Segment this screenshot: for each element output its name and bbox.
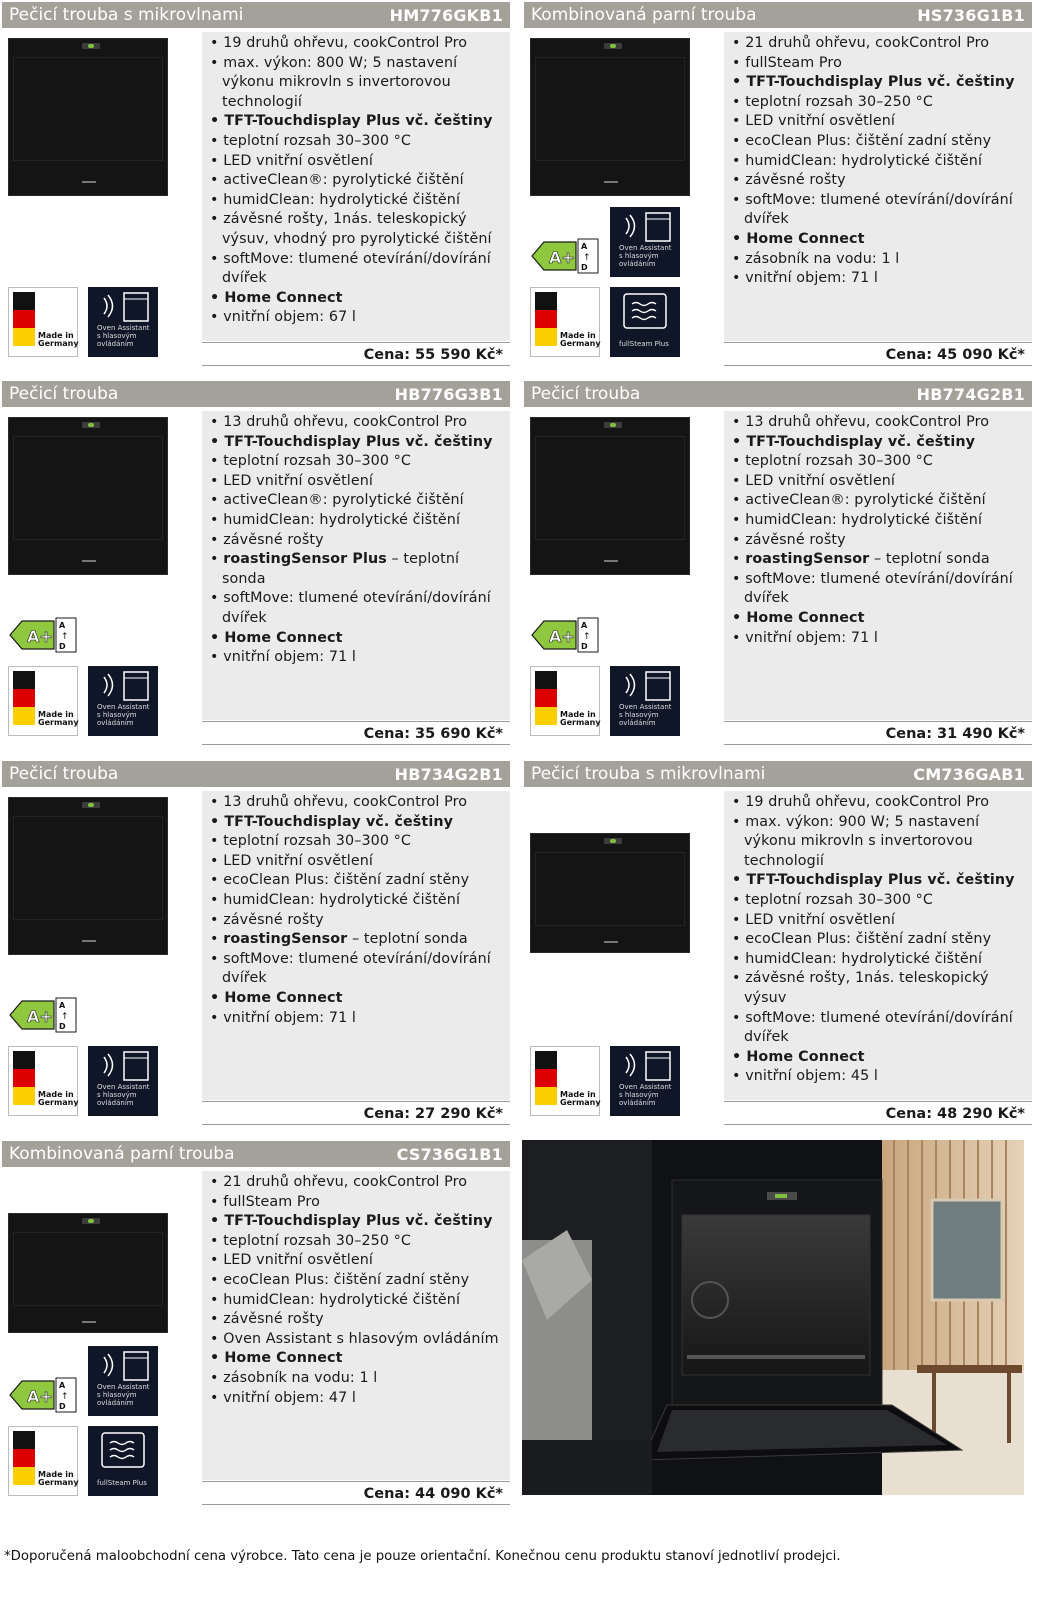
feature-item	[732, 550, 1028, 570]
svg-text:D: D	[581, 263, 588, 272]
feature-item: • teplotní rozsah 30–250 °C	[210, 1232, 506, 1252]
made-in-germany-badge	[8, 287, 78, 357]
made-in-label: Made in Germany	[560, 1090, 601, 1107]
feature-list	[724, 411, 1032, 720]
made-in-label: Made in Germany	[38, 1470, 79, 1487]
oven-assistant-badge	[88, 1046, 158, 1116]
price: Cena: 27 290 Kč*	[202, 1101, 510, 1125]
feature-item: • ecoClean Plus: čištění zadní stěny	[210, 1271, 506, 1291]
feature-item: • LED vnitřní osvětlení	[210, 472, 506, 492]
price: Cena: 55 590 Kč*	[202, 342, 510, 366]
fullsteam-label: fullSteam Plus	[97, 1479, 147, 1487]
feature-item: • softMove: tlumené otevírání/dovírání dvířek	[732, 570, 1028, 609]
product-model: HM776GKB1	[389, 5, 503, 25]
energy-class-icon	[8, 1377, 78, 1413]
feature-list	[202, 411, 510, 720]
feature-list	[202, 32, 510, 341]
svg-text:D: D	[59, 1022, 66, 1031]
made-in-germany-badge	[530, 287, 600, 357]
feature-item: • vnitřní objem: 71 l	[210, 1009, 506, 1029]
oven-image	[530, 833, 690, 953]
svg-text:↑: ↑	[583, 253, 591, 263]
feature-item: • vnitřní objem: 47 l	[210, 1389, 506, 1409]
made-in-label: Made in Germany	[560, 710, 601, 727]
feature-item: • zásobník na vodu: 1 l	[210, 1369, 506, 1389]
oven-assistant-label: Oven Assistant s hlasovým ovládáním	[97, 703, 150, 727]
feature-item: • LED vnitřní osvětlení	[210, 852, 506, 872]
footnote: *Doporučená maloobchodní cena výrobce. Tato cena je pouze orientační. Konečnou cenu produktu stanoví jednotliví prodejci.	[4, 1549, 841, 1564]
svg-text:A: A	[59, 1001, 66, 1010]
feature-item: • teplotní rozsah 30–300 °C	[732, 452, 1028, 472]
oven-image	[530, 417, 690, 575]
feature-item: • vnitřní objem: 71 l	[210, 648, 506, 668]
feature-item: • ecoClean Plus: čištění zadní stěny	[732, 132, 1028, 152]
feature-item-highlight: roastingSensor	[223, 931, 348, 948]
made-in-germany-badge	[8, 1046, 78, 1116]
feature-item: • 13 druhů ohřevu, cookControl Pro	[210, 793, 506, 813]
svg-text:D: D	[59, 642, 66, 651]
oven-lifestyle-image	[522, 1140, 1024, 1495]
fullsteam-badge	[610, 287, 680, 357]
oven-assistant-badge	[88, 666, 158, 736]
fullsteam-label: fullSteam Plus	[619, 340, 669, 348]
svg-text:D: D	[581, 642, 588, 651]
feature-item: • humidClean: hydrolytické čištění	[732, 511, 1028, 531]
feature-item: • humidClean: hydrolytické čištění	[732, 950, 1028, 970]
feature-item: • vnitřní objem: 45 l	[732, 1067, 1028, 1087]
svg-text:↑: ↑	[61, 1012, 69, 1022]
energy-class-icon	[8, 997, 78, 1033]
feature-item: • softMove: tlumené otevírání/dovírání dvířek	[210, 250, 506, 289]
feature-item: • teplotní rozsah 30–300 °C	[210, 132, 506, 152]
product-title: Kombinovaná parní trouba	[9, 1144, 235, 1164]
oven-assistant-badge	[610, 207, 680, 277]
product-header	[524, 381, 1032, 407]
svg-text:A: A	[59, 1381, 66, 1390]
feature-item: • Home Connect	[210, 629, 506, 649]
feature-item: • humidClean: hydrolytické čištění	[210, 1291, 506, 1311]
feature-item: • Home Connect	[732, 609, 1028, 629]
feature-item: • TFT-Touchdisplay vč. češtiny	[210, 813, 506, 833]
feature-list	[202, 791, 510, 1100]
product-title: Pečicí trouba s mikrovlnami	[531, 764, 766, 784]
svg-text:A: A	[581, 621, 588, 630]
feature-item: • závěsné rošty, 1nás. teleskopický výsuv	[732, 969, 1028, 1008]
steam-icon	[620, 292, 670, 332]
energy-class-letter: A+	[27, 1387, 53, 1406]
product-card	[524, 761, 1032, 1126]
product-card	[524, 2, 1032, 367]
voice-oven-icon	[94, 1049, 154, 1083]
feature-item: • max. výkon: 900 W; 5 nastavení výkonu mikrovln s invertorovou technologií	[732, 813, 1028, 872]
feature-item: • LED vnitřní osvětlení	[210, 1251, 506, 1271]
feature-item: • ecoClean Plus: čištění zadní stěny	[732, 930, 1028, 950]
feature-item-highlight: roastingSensor Plus	[223, 551, 387, 568]
product-title: Pečicí trouba s mikrovlnami	[9, 5, 244, 25]
voice-oven-icon	[94, 669, 154, 703]
feature-item	[210, 550, 506, 589]
oven-assistant-label: Oven Assistant s hlasovým ovládáním	[97, 324, 150, 348]
energy-class-icon	[530, 238, 600, 274]
feature-item: • Home Connect	[210, 989, 506, 1009]
feature-item: • 19 druhů ohřevu, cookControl Pro	[732, 793, 1028, 813]
feature-item: • softMove: tlumené otevírání/dovírání dvířek	[210, 950, 506, 989]
oven-assistant-badge	[610, 666, 680, 736]
product-model: HB776G3B1	[394, 384, 503, 404]
svg-text:↑: ↑	[61, 1392, 69, 1402]
feature-item: • fullSteam Pro	[732, 54, 1028, 74]
feature-item: • softMove: tlumené otevírání/dovírání dvířek	[732, 1009, 1028, 1048]
feature-item: • závěsné rošty	[210, 911, 506, 931]
made-in-label: Made in Germany	[560, 331, 601, 348]
feature-item: • 13 druhů ohřevu, cookControl Pro	[210, 413, 506, 433]
fullsteam-badge	[88, 1426, 158, 1496]
product-title: Pečicí trouba	[531, 384, 641, 404]
oven-image	[530, 38, 690, 196]
feature-item: • závěsné rošty	[210, 531, 506, 551]
feature-item: • vnitřní objem: 71 l	[732, 269, 1028, 289]
oven-assistant-label: Oven Assistant s hlasovým ovládáním	[619, 244, 672, 268]
voice-oven-icon	[94, 290, 154, 324]
feature-item: • softMove: tlumené otevírání/dovírání dvířek	[210, 589, 506, 628]
oven-assistant-label: Oven Assistant s hlasovým ovládáním	[97, 1083, 150, 1107]
oven-assistant-label: Oven Assistant s hlasovým ovládáním	[97, 1383, 150, 1407]
oven-assistant-badge	[88, 1346, 158, 1416]
product-header	[524, 761, 1032, 787]
voice-oven-icon	[616, 210, 676, 244]
feature-item: • Home Connect	[210, 1349, 506, 1369]
energy-class-letter: A+	[549, 248, 575, 267]
voice-oven-icon	[94, 1349, 154, 1383]
feature-item: • teplotní rozsah 30–300 °C	[210, 832, 506, 852]
feature-item: • závěsné rošty	[210, 1310, 506, 1330]
oven-image	[8, 417, 168, 575]
feature-item: • max. výkon: 800 W; 5 nastavení výkonu mikrovln s invertorovou technologií	[210, 54, 506, 113]
feature-item: • 13 druhů ohřevu, cookControl Pro	[732, 413, 1028, 433]
svg-text:↑: ↑	[583, 632, 591, 642]
feature-item: • závěsné rošty, 1nás. teleskopický výsuv, vhodný pro pyrolytické čištění	[210, 210, 506, 249]
product-title: Kombinovaná parní trouba	[531, 5, 757, 25]
energy-label	[8, 1377, 78, 1413]
product-card	[2, 761, 510, 1126]
energy-class-icon	[530, 617, 600, 653]
made-in-label: Made in Germany	[38, 710, 79, 727]
feature-list	[724, 791, 1032, 1100]
feature-list	[202, 1171, 510, 1480]
feature-item: • závěsné rošty	[732, 171, 1028, 191]
feature-item: • LED vnitřní osvětlení	[732, 911, 1028, 931]
svg-text:A: A	[581, 242, 588, 251]
product-model: CS736G1B1	[396, 1144, 503, 1164]
product-header	[2, 381, 510, 407]
price: Cena: 45 090 Kč*	[724, 342, 1032, 366]
made-in-label: Made in Germany	[38, 1090, 79, 1107]
feature-item: • activeClean®: pyrolytické čištění	[732, 491, 1028, 511]
feature-item: • 21 druhů ohřevu, cookControl Pro	[732, 34, 1028, 54]
energy-label	[530, 238, 600, 274]
feature-item-rest: – teplotní sonda	[347, 931, 468, 948]
feature-item: • LED vnitřní osvětlení	[732, 472, 1028, 492]
oven-image	[8, 797, 168, 955]
svg-text:D: D	[59, 1402, 66, 1411]
product-header	[2, 1141, 510, 1167]
feature-item: • TFT-Touchdisplay Plus vč. češtiny	[732, 73, 1028, 93]
product-model: CM736GAB1	[913, 764, 1025, 784]
price: Cena: 31 490 Kč*	[724, 721, 1032, 745]
oven-image	[8, 1213, 168, 1333]
steam-icon	[98, 1431, 148, 1471]
energy-class-letter: A+	[27, 627, 53, 646]
feature-item: • Home Connect	[732, 230, 1028, 250]
feature-item: • LED vnitřní osvětlení	[210, 152, 506, 172]
feature-item: • humidClean: hydrolytické čištění	[732, 152, 1028, 172]
feature-item: • LED vnitřní osvětlení	[732, 112, 1028, 132]
feature-item: • ecoClean Plus: čištění zadní stěny	[210, 871, 506, 891]
voice-oven-icon	[616, 1049, 676, 1083]
feature-item: • vnitřní objem: 67 l	[210, 308, 506, 328]
feature-item: • TFT-Touchdisplay Plus vč. češtiny	[210, 433, 506, 453]
energy-label	[8, 997, 78, 1033]
feature-item: • TFT-Touchdisplay Plus vč. češtiny	[210, 1212, 506, 1232]
oven-assistant-badge	[88, 287, 158, 357]
oven-assistant-label: Oven Assistant s hlasovým ovládáním	[619, 1083, 672, 1107]
feature-item: • závěsné rošty	[732, 531, 1028, 551]
product-card	[2, 2, 510, 367]
product-model: HS736G1B1	[917, 5, 1025, 25]
feature-item: • TFT-Touchdisplay Plus vč. češtiny	[732, 871, 1028, 891]
feature-item: • teplotní rozsah 30–250 °C	[732, 93, 1028, 113]
oven-assistant-label: Oven Assistant s hlasovým ovládáním	[619, 703, 672, 727]
feature-item: • Oven Assistant s hlasovým ovládáním	[210, 1330, 506, 1350]
feature-item: • Home Connect	[732, 1048, 1028, 1068]
made-in-germany-badge	[8, 666, 78, 736]
product-header	[524, 2, 1032, 28]
price: Cena: 48 290 Kč*	[724, 1101, 1032, 1125]
feature-item: • Home Connect	[210, 289, 506, 309]
feature-item: • humidClean: hydrolytické čištění	[210, 891, 506, 911]
oven-image	[8, 38, 168, 196]
feature-item-highlight: roastingSensor	[745, 551, 870, 568]
oven-assistant-badge	[610, 1046, 680, 1116]
product-header	[2, 2, 510, 28]
feature-item: • humidClean: hydrolytické čištění	[210, 511, 506, 531]
feature-item: • vnitřní objem: 71 l	[732, 629, 1028, 649]
feature-item: • teplotní rozsah 30–300 °C	[732, 891, 1028, 911]
product-title: Pečicí trouba	[9, 764, 119, 784]
product-card	[2, 1141, 510, 1506]
made-in-germany-badge	[530, 666, 600, 736]
product-card	[524, 381, 1032, 746]
feature-item	[210, 930, 506, 950]
made-in-germany-badge	[8, 1426, 78, 1496]
feature-list	[724, 32, 1032, 341]
feature-item: • activeClean®: pyrolytické čištění	[210, 491, 506, 511]
energy-label	[8, 617, 78, 653]
kitchen-photo	[522, 1140, 1024, 1495]
svg-text:A: A	[59, 621, 66, 630]
product-title: Pečicí trouba	[9, 384, 119, 404]
energy-class-letter: A+	[549, 627, 575, 646]
feature-item: • 19 druhů ohřevu, cookControl Pro	[210, 34, 506, 54]
feature-item: • zásobník na vodu: 1 l	[732, 250, 1028, 270]
price: Cena: 35 690 Kč*	[202, 721, 510, 745]
energy-class-icon	[8, 617, 78, 653]
feature-item: • teplotní rozsah 30–300 °C	[210, 452, 506, 472]
product-model: HB734G2B1	[394, 764, 503, 784]
price: Cena: 44 090 Kč*	[202, 1481, 510, 1505]
feature-item-rest: – teplotní sonda	[869, 551, 990, 568]
product-model: HB774G2B1	[916, 384, 1025, 404]
feature-item-rest: – teplotní sonda	[222, 551, 460, 587]
feature-item: • softMove: tlumené otevírání/dovírání dvířek	[732, 191, 1028, 230]
feature-item: • humidClean: hydrolytické čištění	[210, 191, 506, 211]
feature-item: • 21 druhů ohřevu, cookControl Pro	[210, 1173, 506, 1193]
made-in-germany-badge	[530, 1046, 600, 1116]
energy-label	[530, 617, 600, 653]
energy-class-letter: A+	[27, 1007, 53, 1026]
made-in-label: Made in Germany	[38, 331, 79, 348]
voice-oven-icon	[616, 669, 676, 703]
product-card	[2, 381, 510, 746]
feature-item: • fullSteam Pro	[210, 1193, 506, 1213]
feature-item: • TFT-Touchdisplay Plus vč. češtiny	[210, 112, 506, 132]
feature-item: • TFT-Touchdisplay vč. češtiny	[732, 433, 1028, 453]
feature-item: • activeClean®: pyrolytické čištění	[210, 171, 506, 191]
product-header	[2, 761, 510, 787]
svg-text:↑: ↑	[61, 632, 69, 642]
